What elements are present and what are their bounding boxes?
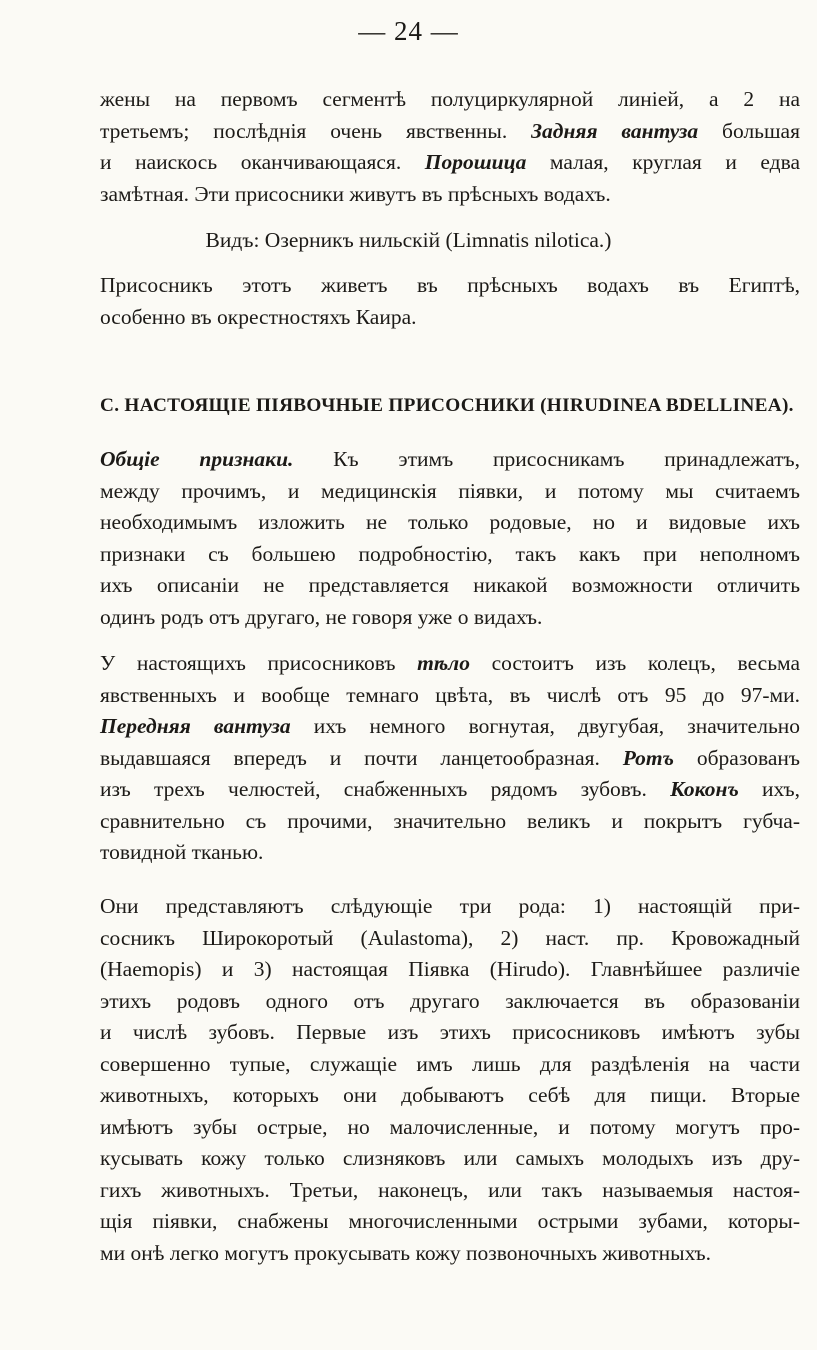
text-line <box>100 743 800 775</box>
text-line <box>100 837 800 869</box>
text-run: имѣютъ зубы острые, но малочисленные, и потому могутъ про- <box>100 1114 800 1139</box>
text-run: щія піявки, снабжены многочисленными острыми зубами, которы- <box>100 1209 800 1233</box>
paragraph-1 <box>100 84 800 210</box>
text-run: Они представляютъ слѣдующіе три рода: 1) настоящій при- <box>100 894 800 918</box>
text-line <box>100 774 800 806</box>
text-line <box>100 444 800 476</box>
text-line <box>100 680 800 712</box>
text-run: и числѣ зубовъ. Первые изъ этихъ присосниковъ имѣютъ зубы <box>100 1020 800 1044</box>
text-run: необходимымъ изложить не только родовые, но и видовые ихъ <box>100 510 800 534</box>
text-run: ихъ немного вогнутая, двугубая, значительно <box>290 714 801 738</box>
text-run: третьемъ; послѣднія очень явственны. <box>100 118 532 143</box>
text-run: замѣтная. Эти присосники живутъ въ прѣсныхъ водахъ. <box>100 181 611 206</box>
text-line <box>100 954 800 986</box>
text-line <box>100 806 800 838</box>
text-line <box>100 179 800 211</box>
text-line <box>100 891 800 923</box>
text-line <box>100 1049 800 1081</box>
text-run: признаки съ большею подробностію, такъ какъ при неполномъ <box>100 541 800 566</box>
text-line <box>100 1017 800 1049</box>
text-line <box>100 507 800 539</box>
text-run: Присосникъ этотъ живетъ въ прѣсныхъ водахъ въ Египтѣ, <box>100 273 800 297</box>
text-line <box>100 539 800 571</box>
italic-term: Порошица <box>424 150 527 174</box>
text-line <box>100 270 800 302</box>
text-run: сосникъ Широкоротый (Aulastoma), 2) наст. пр. Кровожадный <box>100 925 800 950</box>
text-run: У настоящихъ присосниковъ <box>100 651 418 675</box>
text-line <box>100 476 800 508</box>
text-run: этихъ родовъ одного отъ другаго заключается въ образованіи <box>100 988 800 1013</box>
text-run: сравнительно съ прочими, значительно великъ и покрытъ губча- <box>100 808 800 833</box>
text-line <box>100 1175 800 1207</box>
text-run: ихъ, <box>738 777 800 801</box>
text-line <box>100 711 800 743</box>
text-run: ми онѣ легко могутъ прокусывать кожу позвоночныхъ животныхъ. <box>100 1240 712 1265</box>
italic-term: Ротъ <box>622 745 674 770</box>
text-line <box>100 602 800 634</box>
text-line <box>100 986 800 1018</box>
text-run: явственныхъ и вообще темнаго цвѣта, въ числѣ отъ 95 до 97-ми. <box>100 682 800 707</box>
text-line <box>100 1080 800 1112</box>
section-heading: C. НАСТОЯЩІЕ ПІЯВОЧНЫЕ ПРИСОСНИКИ (HIRUDINEA BDELLINEA). <box>100 395 794 416</box>
text-run: особенно въ окрестностяхъ Каира. <box>100 304 417 329</box>
text-line <box>100 1206 800 1238</box>
text-line <box>100 302 800 334</box>
italic-term: Передняя вантуза <box>100 714 291 738</box>
paragraph-2 <box>100 270 800 333</box>
text-run: малая, круглая и едва <box>526 150 800 174</box>
text-run: и наискось оканчивающаяся. <box>100 150 425 174</box>
text-line <box>100 1143 800 1175</box>
text-run: ихъ описаніи не представляется никакой возможности отличить <box>100 573 800 597</box>
text-line <box>100 1238 800 1270</box>
italic-term: Задняя вантуза <box>531 118 699 143</box>
text-line <box>100 923 800 955</box>
text-run: образованъ <box>673 745 800 770</box>
text-run: товидной тканью. <box>100 840 264 864</box>
text-run: Къ этимъ присосникамъ принадлежатъ, <box>293 447 800 471</box>
text-run: выдавшаяся впередъ и почти ланцетообразная. <box>100 745 623 770</box>
text-run: жены на первомъ сегментѣ полуциркулярной линіей, а 2 на <box>100 87 800 111</box>
paragraph-5 <box>100 891 800 1269</box>
italic-term: тѣло <box>417 651 470 675</box>
text-run: животныхъ, которыхъ они добываютъ себѣ для пищи. Вторые <box>100 1083 800 1107</box>
text-line <box>100 1112 800 1144</box>
paragraph-4 <box>100 648 800 869</box>
text-line <box>100 648 800 680</box>
text-run: изъ трехъ челюстей, снабженныхъ рядомъ зубовъ. <box>100 777 671 801</box>
text-run: большая <box>698 118 800 143</box>
species-line: Видъ: Озерникъ нильскій (Limnatis nilotica.) <box>205 228 612 252</box>
italic-term: Коконъ <box>670 777 739 801</box>
text-run: между прочимъ, и медицинскія піявки, и потому мы считаемъ <box>100 478 800 503</box>
text-line <box>100 570 800 602</box>
text-run: (Haemopis) и 3) настоящая Піявка (Hirudo). Главнѣйшее различіе <box>100 957 800 981</box>
italic-term: Общіе признаки. <box>100 447 294 471</box>
text-run: кусывать кожу только слизняковъ или самыхъ молодыхъ изъ дру- <box>100 1146 800 1170</box>
text-run: совершенно тупые, служащіе имъ лишь для раздѣленія на части <box>100 1051 800 1076</box>
text-line <box>100 147 800 179</box>
paragraph-3 <box>100 444 800 633</box>
text-run: одинъ родъ отъ другаго, не говоря уже о видахъ. <box>100 604 543 629</box>
page-number: — 24 — <box>358 16 459 46</box>
text-line <box>100 116 800 148</box>
text-line <box>100 84 800 116</box>
text-run: гихъ животныхъ. Третьи, наконецъ, или такъ называемыя настоя- <box>100 1177 800 1202</box>
text-run: состоитъ изъ колецъ, весьма <box>469 651 800 675</box>
